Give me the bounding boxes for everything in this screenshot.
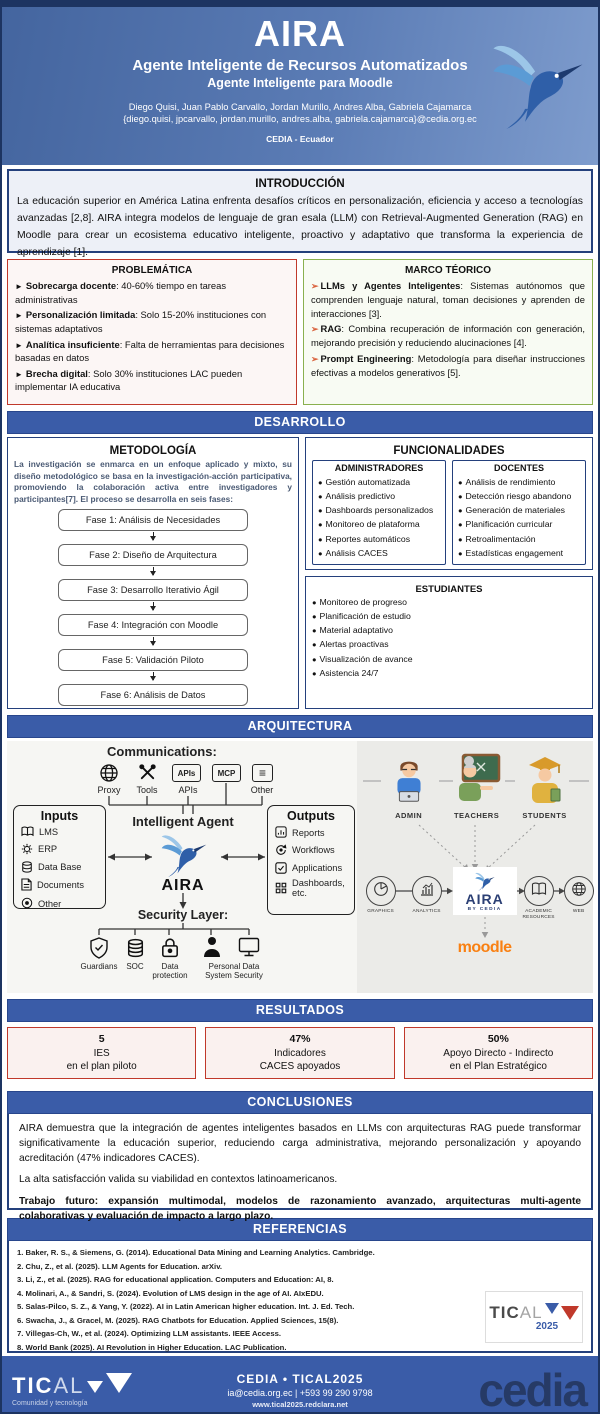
- metodologia-paragraph: La investigación se enmarca en un enfoque aplicado y mixto, su diseño metodológico se basa en la investigación-acción participativa, promoviendo la colaboración activa entre investigadores y participantes[7]. El proceso se desarrolla en seis fases:: [14, 459, 292, 504]
- dot-bullet-icon: ●: [312, 654, 317, 664]
- security-layer-title: Security Layer:: [137, 908, 229, 922]
- person-icon: [202, 936, 222, 963]
- inputs-box: Inputs LMS ERP Data Base Documents Other: [13, 805, 106, 909]
- subtitle-main: Agente Inteligente de Recursos Automatizados: [132, 56, 468, 74]
- future-work-paragraph: Trabajo futuro: expansión multimodal, modelos de razonamiento avanzado, arquitecturas multi-agente colaborativas y evaluación de impacto a largo plazo.: [19, 1196, 581, 1222]
- authors: Diego Quisi, Juan Pablo Carvallo, Jordan Murillo, Andres Alba, Gabriela Cajamarca: [128, 101, 472, 112]
- list-item: Other: [21, 897, 105, 912]
- dot-bullet-icon: ●: [458, 478, 463, 487]
- administradores-box: ADMINISTRADORES ● Gestión automatizada ● Análisis predictivo ● Dashboards personalizados ● Monitoreo de plataforma ● Reportes automáticos ● Análisis CACES: [312, 460, 446, 565]
- introduction-text: La educación superior en América Latina enfrenta desafíos críticos en personalización, eficiencia y acceso a tecnologías avanzadas [2,8]. AIRA integra modelos de lenguaje de gran esala (LLM) con Retrieval-Augmented Generation (RAG) en Moodle para crear un ecosistema educativo inteligente, proactivo y adaptativo que transforma la experiencia de aprendizaje [1].: [17, 196, 583, 258]
- results-row: [7, 1027, 593, 1079]
- list-item: ● Alertas proactivas: [312, 639, 389, 650]
- database-icon: [21, 861, 33, 876]
- architecture-figure: [7, 741, 593, 993]
- dot-bullet-icon: ●: [312, 626, 317, 636]
- security-label-guardians: Guardians: [80, 962, 118, 971]
- fases-flowchart: [14, 509, 292, 706]
- triangle-bullet-icon: ►: [15, 369, 23, 379]
- aira-name: AIRA: [161, 877, 205, 894]
- actor-label-admin: ADMIN: [395, 811, 423, 820]
- outputs-box: Outputs Reports Workflows Applications Dashboards, etc.: [267, 805, 355, 915]
- metodologia-section: [7, 437, 299, 709]
- down-arrow-icon: [153, 532, 154, 540]
- footer-website: www.tical2025.redclara.net: [252, 1399, 348, 1409]
- list-item: ➢ RAG: Combina recuperación de información con generación, mejorando precisión y reduciendo alucinaciones [4].: [311, 323, 585, 349]
- tical-2025-logo: TIC AL 2025: [485, 1291, 583, 1343]
- globe-icon: [571, 881, 587, 902]
- list-item: ➢ LLMs y Agentes Inteligentes: Sistemas autónomos que comprenden lenguaje natural, toman decisiones y aprenden de interacciones [3].: [311, 280, 585, 319]
- marco-teorico-title: MARCO TÉORICO: [404, 265, 492, 276]
- arrow-bullet-icon: ➢: [311, 353, 319, 364]
- section-band-arquitectura: ARQUITECTURA: [7, 715, 593, 738]
- triangle-bullet-icon: ►: [15, 282, 23, 291]
- list-item: ● Reportes automáticos: [318, 533, 411, 544]
- menu-lines-icon: ≡: [252, 764, 273, 782]
- list-item: ● Análisis de rendimiento: [458, 477, 556, 487]
- reference-item: 8. World Bank (2025). AI Revolution in Higher Education. LAC Publication.: [17, 1342, 287, 1352]
- graphics-node: [366, 876, 396, 906]
- fase-box: Fase 3: Desarrollo Iterativio Ágil: [58, 579, 248, 601]
- list-item: ● Retroalimentación: [458, 533, 536, 544]
- dot-bullet-icon: ●: [312, 640, 317, 650]
- arrow-bullet-icon: ➢: [311, 281, 319, 291]
- fase-box: Fase 1: Análisis de Necesidades: [58, 509, 248, 531]
- problematica-title: PROBLEMÁTICA: [111, 265, 193, 276]
- list-item: ● Monitoreo de plataforma: [318, 519, 420, 530]
- aira-bird-icon: [161, 831, 207, 882]
- comm-label-tools: Tools: [136, 785, 158, 795]
- dot-bullet-icon: ●: [318, 492, 323, 502]
- list-item: ● Material adaptativo: [312, 625, 393, 636]
- down-arrow-icon: [153, 672, 154, 680]
- triangle-bullet-icon: ►: [15, 340, 23, 350]
- affiliation: CEDIA - Ecuador: [266, 133, 334, 144]
- fase-box: Fase 4: Integración con Moodle: [58, 614, 248, 636]
- fase-box: Fase 2: Diseño de Arquitectura: [58, 544, 248, 566]
- list-item: Workflows: [275, 844, 354, 859]
- security-label-data-protection: Data protection: [152, 962, 188, 981]
- list-item: ► Brecha digital: Solo 30% instituciones LAC pueden implementar IA educativa: [15, 367, 243, 393]
- list-item: ● Análisis CACES: [318, 547, 388, 558]
- report-chart-icon: [275, 826, 287, 841]
- problem-theory-row: [7, 259, 593, 405]
- dot-bullet-icon: ●: [318, 548, 323, 558]
- section-band-conclusiones: CONCLUSIONES: [7, 1091, 593, 1114]
- introduction-section: [7, 169, 593, 258]
- book-icon: [21, 826, 34, 840]
- list-item: ERP: [21, 843, 105, 858]
- dot-bullet-icon: ●: [318, 506, 323, 516]
- web-node: [564, 876, 594, 906]
- section-band-resultados: RESULTADOS: [7, 999, 593, 1022]
- header: [2, 7, 598, 165]
- conclusions-section: [7, 1114, 593, 1222]
- reference-item: 3. Li, Z., et al. (2025). RAG for educational application. Computers and Education: AI, 8.: [17, 1275, 334, 1285]
- reference-item: 1. Baker, R. S., & Siemens, G. (2014). Educational Data Mining and Learning Analytics. Cambridge.: [17, 1248, 375, 1257]
- metodologia-title: METODOLOGÍA: [109, 445, 197, 457]
- student-person-icon: [523, 753, 567, 812]
- list-item: ● Gestión automatizada: [318, 477, 411, 487]
- triangle-bullet-icon: ►: [15, 311, 23, 321]
- security-label-soc: SOC: [126, 962, 144, 971]
- list-item: Reports: [275, 826, 354, 841]
- down-arrow-icon: [153, 567, 154, 575]
- funcionalidades-title: FUNCIONALIDADES: [393, 445, 505, 457]
- dot-bullet-icon: ●: [458, 506, 463, 516]
- author-emails: {diego.quisi, jpcarvallo, jordan.murillo, andres.alba, gabriela.cajamarca}@cedia.org.ec: [123, 113, 477, 124]
- dot-bullet-icon: ●: [312, 668, 317, 678]
- section-band-referencias: REFERENCIAS: [7, 1218, 593, 1241]
- desarrollo-row: [7, 437, 593, 709]
- pie-chart-icon: [373, 881, 389, 902]
- list-item: ● Monitoreo de progreso: [312, 597, 407, 607]
- fase-box: Fase 5: Validación Piloto: [58, 649, 248, 671]
- tools-icon: [138, 763, 157, 787]
- admin-person-icon: [387, 757, 431, 812]
- list-item: ► Personalización limitada: Solo 15-20% instituciones con sistemas adaptativos: [15, 309, 267, 334]
- list-item: ● Análisis predictivo: [318, 491, 396, 502]
- dot-bullet-icon: ●: [318, 520, 323, 530]
- docentes-box: DOCENTES ● Análisis de rendimiento ● Detección riesgo abandono ● Generación de materiales ● Planificación curricular ● Retroalimentación ● Estadísticas engagement: [452, 460, 586, 565]
- hummingbird-logo-icon: [492, 37, 584, 134]
- dot-bullet-icon: ●: [458, 534, 463, 544]
- teacher-person-icon: [453, 753, 501, 812]
- soc-database-icon: [126, 938, 145, 963]
- marco-teorico-section: [303, 259, 593, 405]
- actor-label-teachers: TEACHERS: [453, 811, 500, 820]
- node-label-analytics: ANALYTICS: [412, 909, 441, 914]
- reference-item: 5. Salas-Pilco, S. Z., & Yang, Y. (2022). AI in Latin American higher education. Int. J. Ed. Tech.: [17, 1302, 355, 1312]
- academic-resources-node: [524, 876, 554, 906]
- list-item: Dashboards, etc.: [275, 879, 354, 899]
- analytics-bars-icon: [419, 881, 435, 902]
- lock-icon: [161, 937, 179, 963]
- problematica-section: [7, 259, 297, 405]
- reference-item: 6. Swacha, J., & Gracel, M. (2025). RAG Chatbots for Education. Applied Sciences, 15(8).: [17, 1315, 339, 1325]
- result-box: 50% Apoyo Directo - Indirecto en el Plan Estratégico: [404, 1027, 593, 1079]
- comm-label-apis: APIs: [178, 785, 198, 795]
- footer: [2, 1356, 598, 1414]
- triangle-icon: [561, 1306, 579, 1320]
- tical-tagline: Comunidad y tecnología: [12, 1400, 88, 1407]
- list-item: ● Estadísticas engagement: [458, 547, 564, 558]
- footer-contact-line: ia@cedia.org.ec | +593 99 290 9798: [227, 1387, 373, 1398]
- dot-bullet-icon: ●: [458, 548, 463, 558]
- node-label-academic-resources: ACADEMIC RESOURCES: [522, 909, 555, 920]
- actor-label-students: STUDENTS: [522, 811, 567, 820]
- list-item: ● Detección riesgo abandono: [458, 491, 572, 502]
- checkbox-icon: [275, 862, 287, 877]
- gear-icon: [21, 843, 33, 858]
- footer-org-line: CEDIA • TICAL2025: [236, 1371, 364, 1386]
- list-item: Data Base: [21, 861, 105, 876]
- list-item: ● Planificación curricular: [458, 519, 553, 530]
- architecture-agent-diagram: [7, 741, 357, 993]
- list-item: ➢ Prompt Engineering: Metodología para diseñar instrucciones efectivas a modelos generativos [5].: [311, 352, 585, 379]
- dot-bullet-icon: ●: [312, 612, 317, 622]
- list-item: Documents: [21, 878, 105, 894]
- grid-icon: [275, 882, 287, 897]
- dot-bullet-icon: ●: [318, 478, 323, 487]
- cedia-logo: cedia: [478, 1364, 586, 1414]
- document-icon: [21, 878, 32, 894]
- tical-footer-logo: TIC AL Comunidad y tecnología: [12, 1373, 132, 1407]
- arrow-bullet-icon: ➢: [311, 324, 319, 335]
- list-item: LMS: [21, 826, 105, 840]
- node-label-web: WEB: [572, 909, 585, 914]
- conclusion-paragraph: AIRA demuestra que la integración de agentes inteligentes basados en LLMs con arquitecturas RAG puede transformar significativamente la educación superior, reduciendo carga administrativa, mejorando personalización y apoyando acreditación (47% indicadores CACES).: [19, 1123, 581, 1164]
- apis-box: APIs: [172, 764, 201, 782]
- references-section: [7, 1241, 593, 1353]
- down-arrow-icon: [153, 602, 154, 610]
- result-box: 47% Indicadores CACES apoyados: [205, 1027, 394, 1079]
- dot-bullet-icon: ●: [458, 520, 463, 530]
- node-label-graphics: GRAPHICS: [367, 909, 394, 914]
- reference-item: 4. Molinari, A., & Sandri, S. (2024). Evolution of LMS design in the age of AI. AIxEDU.: [17, 1288, 324, 1298]
- page-title: AIRA: [254, 13, 346, 54]
- subtitle-secondary: Agente Inteligente para Moodle: [207, 75, 393, 90]
- aira-by-cedia-logo: AIRA BY CEDIA: [453, 867, 517, 915]
- dot-bullet-icon: ●: [318, 534, 323, 544]
- intelligent-agent-title: Intelligent Agent: [132, 814, 234, 829]
- section-band-desarrollo: DESARROLLO: [7, 411, 593, 434]
- moodle-logo: moodle: [457, 939, 512, 956]
- list-item: ● Planificación de estudio: [312, 611, 411, 622]
- monitor-icon: [238, 937, 260, 963]
- conclusion-paragraph: La alta satisfacción valida su viabilidad en contextos latinoamericanos.: [19, 1174, 338, 1186]
- list-item: ● Dashboards personalizados: [318, 505, 434, 516]
- funcionalidades-section: [305, 437, 593, 570]
- list-item: ● Visualización de avance: [312, 653, 413, 664]
- triangle-icon: [545, 1303, 559, 1314]
- estudiantes-box: ESTUDIANTES ● Monitoreo de progreso ● Planificación de estudio ● Material adaptativo ● Alertas proactivas ● Visualización de avance ● Asistencia 24/7: [305, 576, 593, 709]
- workflow-cycle-icon: [275, 844, 287, 859]
- list-item: ► Analítica insuficiente: Falta de herramientas para decisiones basadas en datos: [15, 338, 285, 364]
- mcp-box: MCP: [212, 764, 241, 782]
- down-arrow-icon: [153, 637, 154, 645]
- dot-bullet-icon: ●: [312, 598, 317, 607]
- architecture-ecosystem-diagram: [357, 741, 593, 993]
- security-label-personal-data: Personal Data System Security: [205, 962, 263, 981]
- list-item: ● Generación de materiales: [458, 505, 566, 516]
- open-book-icon: [531, 882, 547, 901]
- comm-label-proxy: Proxy: [97, 785, 121, 795]
- dot-bullet-icon: ●: [458, 492, 463, 502]
- fase-box: Fase 6: Análisis de Datos: [58, 684, 248, 706]
- list-item: Applications: [275, 862, 354, 877]
- comm-label-other: Other: [250, 785, 274, 795]
- analytics-node: [412, 876, 442, 906]
- introduction-title: INTRODUCCIÓN: [255, 178, 345, 190]
- list-item: ● Asistencia 24/7: [312, 667, 379, 678]
- circle-dot-icon: [21, 897, 33, 912]
- reference-item: 7. Villegas-Ch, W., et al. (2024). Optimizing LLM assistants. IEEE Access.: [17, 1329, 282, 1339]
- shield-check-icon: [89, 937, 109, 964]
- list-item: ► Sobrecarga docente: 40-60% tiempo en tareas administrativas: [15, 280, 227, 305]
- communications-title: Communications:: [107, 744, 217, 759]
- result-box: 5 IES en el plan piloto: [7, 1027, 196, 1079]
- reference-item: 2. Chu, Z., et al. (2025). LLM Agents for Education. arXiv.: [17, 1261, 223, 1271]
